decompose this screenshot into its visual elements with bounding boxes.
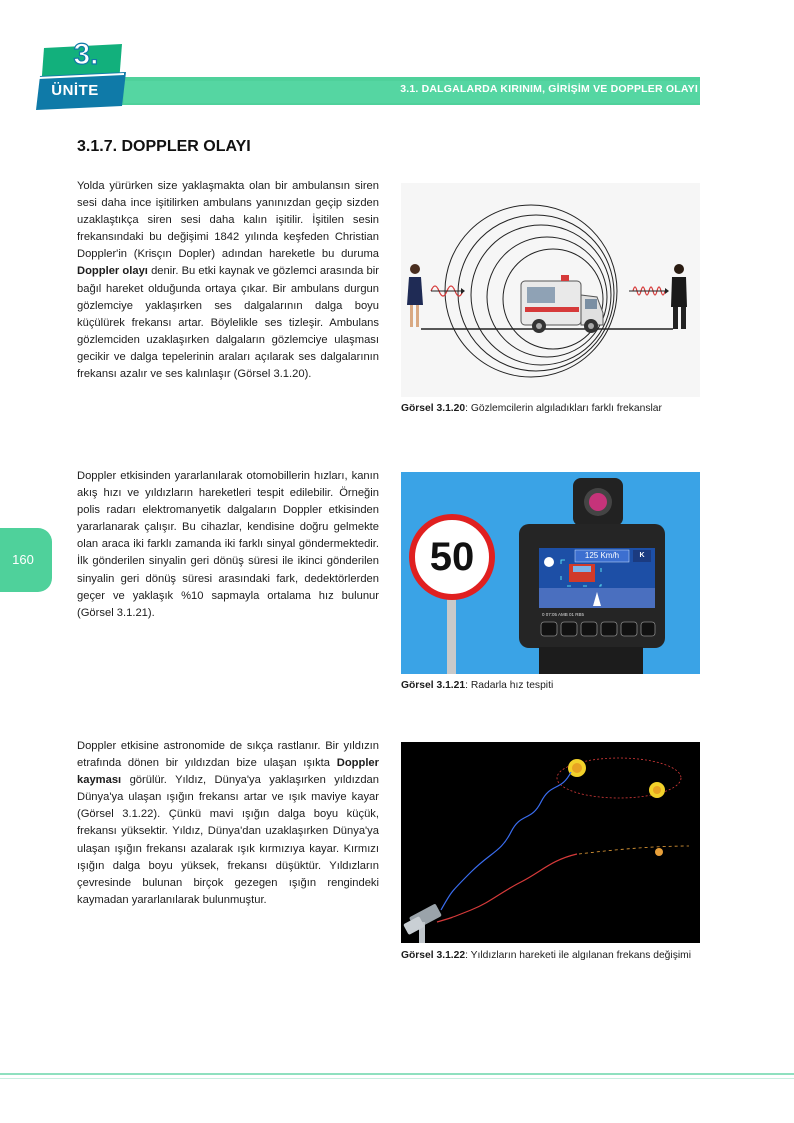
figure-caption-1 — [401, 402, 700, 416]
paragraph-astronomy — [77, 738, 379, 909]
page-number: 160 — [12, 552, 34, 567]
figure-caption-3 — [401, 949, 700, 963]
section-title: 3.1.7. DOPPLER OLAYI — [77, 138, 251, 155]
footer-line — [0, 1078, 794, 1079]
unit-number: 3. — [73, 38, 99, 71]
paragraph-text: Yolda yürürken size yaklaşmakta olan bir ambulansın siren sesi daha ince işitilirken ambulans yanınızdan geçip sizden uzaklaştıkça siren sesi daha kalın işitilir. İşitilen sesin frekansındaki bu değişimi 1842 yılında keşfeden Christian Doppler'in (Krisçın Dopler) adından hareketle bu duruma — [77, 180, 379, 261]
figure-star-redshift — [401, 742, 700, 943]
paragraph-text: Doppler etkisine astronomide de sıkça rastlanır. Bir yıldızın etrafında dönen bir yıldızdan bize ulaşan ışıkta — [77, 740, 379, 770]
radar-speed-readout: 125 Km/h — [584, 551, 620, 560]
figure-ambulance-doppler — [401, 183, 700, 397]
figure-caption-text: : Radarla hız tespiti — [465, 680, 554, 691]
figure-label: Görsel 3.1.20 — [401, 403, 466, 414]
running-title: 3.1. DALGALARDA KIRINIM, GİRİŞİM VE DOPPLER OLAYI — [400, 83, 698, 95]
planet-icon — [655, 848, 663, 856]
paragraph-text: denir. Bu etki kaynak ve gözlemci arasında bir bağıl hareket olduğunda ortaya çıkar. Bir ambulans durgun gözlemciye yaklaşırken ses dalgalarının dalga boyu küçülürek frekansı artar. Böylelikle ses tizleşir. Ambulans gözlemciden uzaklaşırken dalgaların gözlemciye ulaşması gecikir ve dalga tepelerinin araları açılarak ses dalgalarının frekansı azalır ve ses kalınlaşır (Görsel 3.1.20). — [77, 265, 379, 381]
star-icon — [649, 782, 665, 798]
speed-limit-value: 50 — [429, 535, 475, 579]
figure-label: Görsel 3.1.22 — [401, 950, 466, 961]
figure-caption-text: : Yıldızların hareketi ile algılanan frekans değişimi — [465, 950, 691, 961]
paragraph-text: görülür. Yıldız, Dünya'ya yaklaşırken yıldızdan Dünya'ya ulaşan ışığın frekansı artar ve ışık maviye kayar (Görsel 3.1.22). Çünkü mavi ışığın dalga boyu küçük, frekansı yüksektir. Yıldız, Dünya'dan uzaklaşırken Dünya'ya ulaşan ışığın frekansı azalarak ışık kırmızıya kayar. Kırmızı ışığın dalga boyu yüksek, frekansı düşüktür. Yıldızların çevresinde bulunan birçok gezegen ışığın rengindeki kaymadan yararlanılarak bulunmuştur. — [77, 774, 379, 906]
term-doppler-kaymasi: Doppler kayması — [77, 757, 379, 787]
figure-label: Görsel 3.1.21 — [401, 680, 466, 691]
star-icon — [568, 759, 586, 777]
paragraph-radar: Doppler etkisinden yararlanılarak otomobillerin hızları, kanın akış hızı ve yıldızların hareketleri tespit edilebilir. Örneğin polis radarı elektromanyetik dalgaların Doppler etkisinden yararlanarak çalışır. Bu cihazlar, kendisine doğru gelmekte olan araca iki farklı zamanda iki farklı sinyal göndermektedir. İlk gönderilen sinyalin geri dönüş süresi ile ikinci gönderilen sinyalin geri dönüş süresi arasındaki fark, dedektörlerden geçer ve yaklaşık %10 sapmayla ortalama hız bulunur (Görsel 3.1.21). — [77, 470, 379, 619]
figure-caption-text: : Gözlemcilerin algıladıkları farklı frekanslar — [465, 403, 662, 414]
radar-screen-small-text: 0 07:05 AMB 01 RB5 — [542, 612, 585, 617]
unit-label: ÜNİTE — [51, 82, 99, 99]
term-doppler-olayi: Doppler olayı — [77, 265, 148, 278]
figure-radar — [401, 472, 700, 674]
figure-caption-2 — [401, 679, 700, 693]
footer-line — [0, 1073, 794, 1075]
radar-screen-tag: K — [633, 550, 651, 562]
paragraph-doppler-intro — [77, 178, 379, 383]
